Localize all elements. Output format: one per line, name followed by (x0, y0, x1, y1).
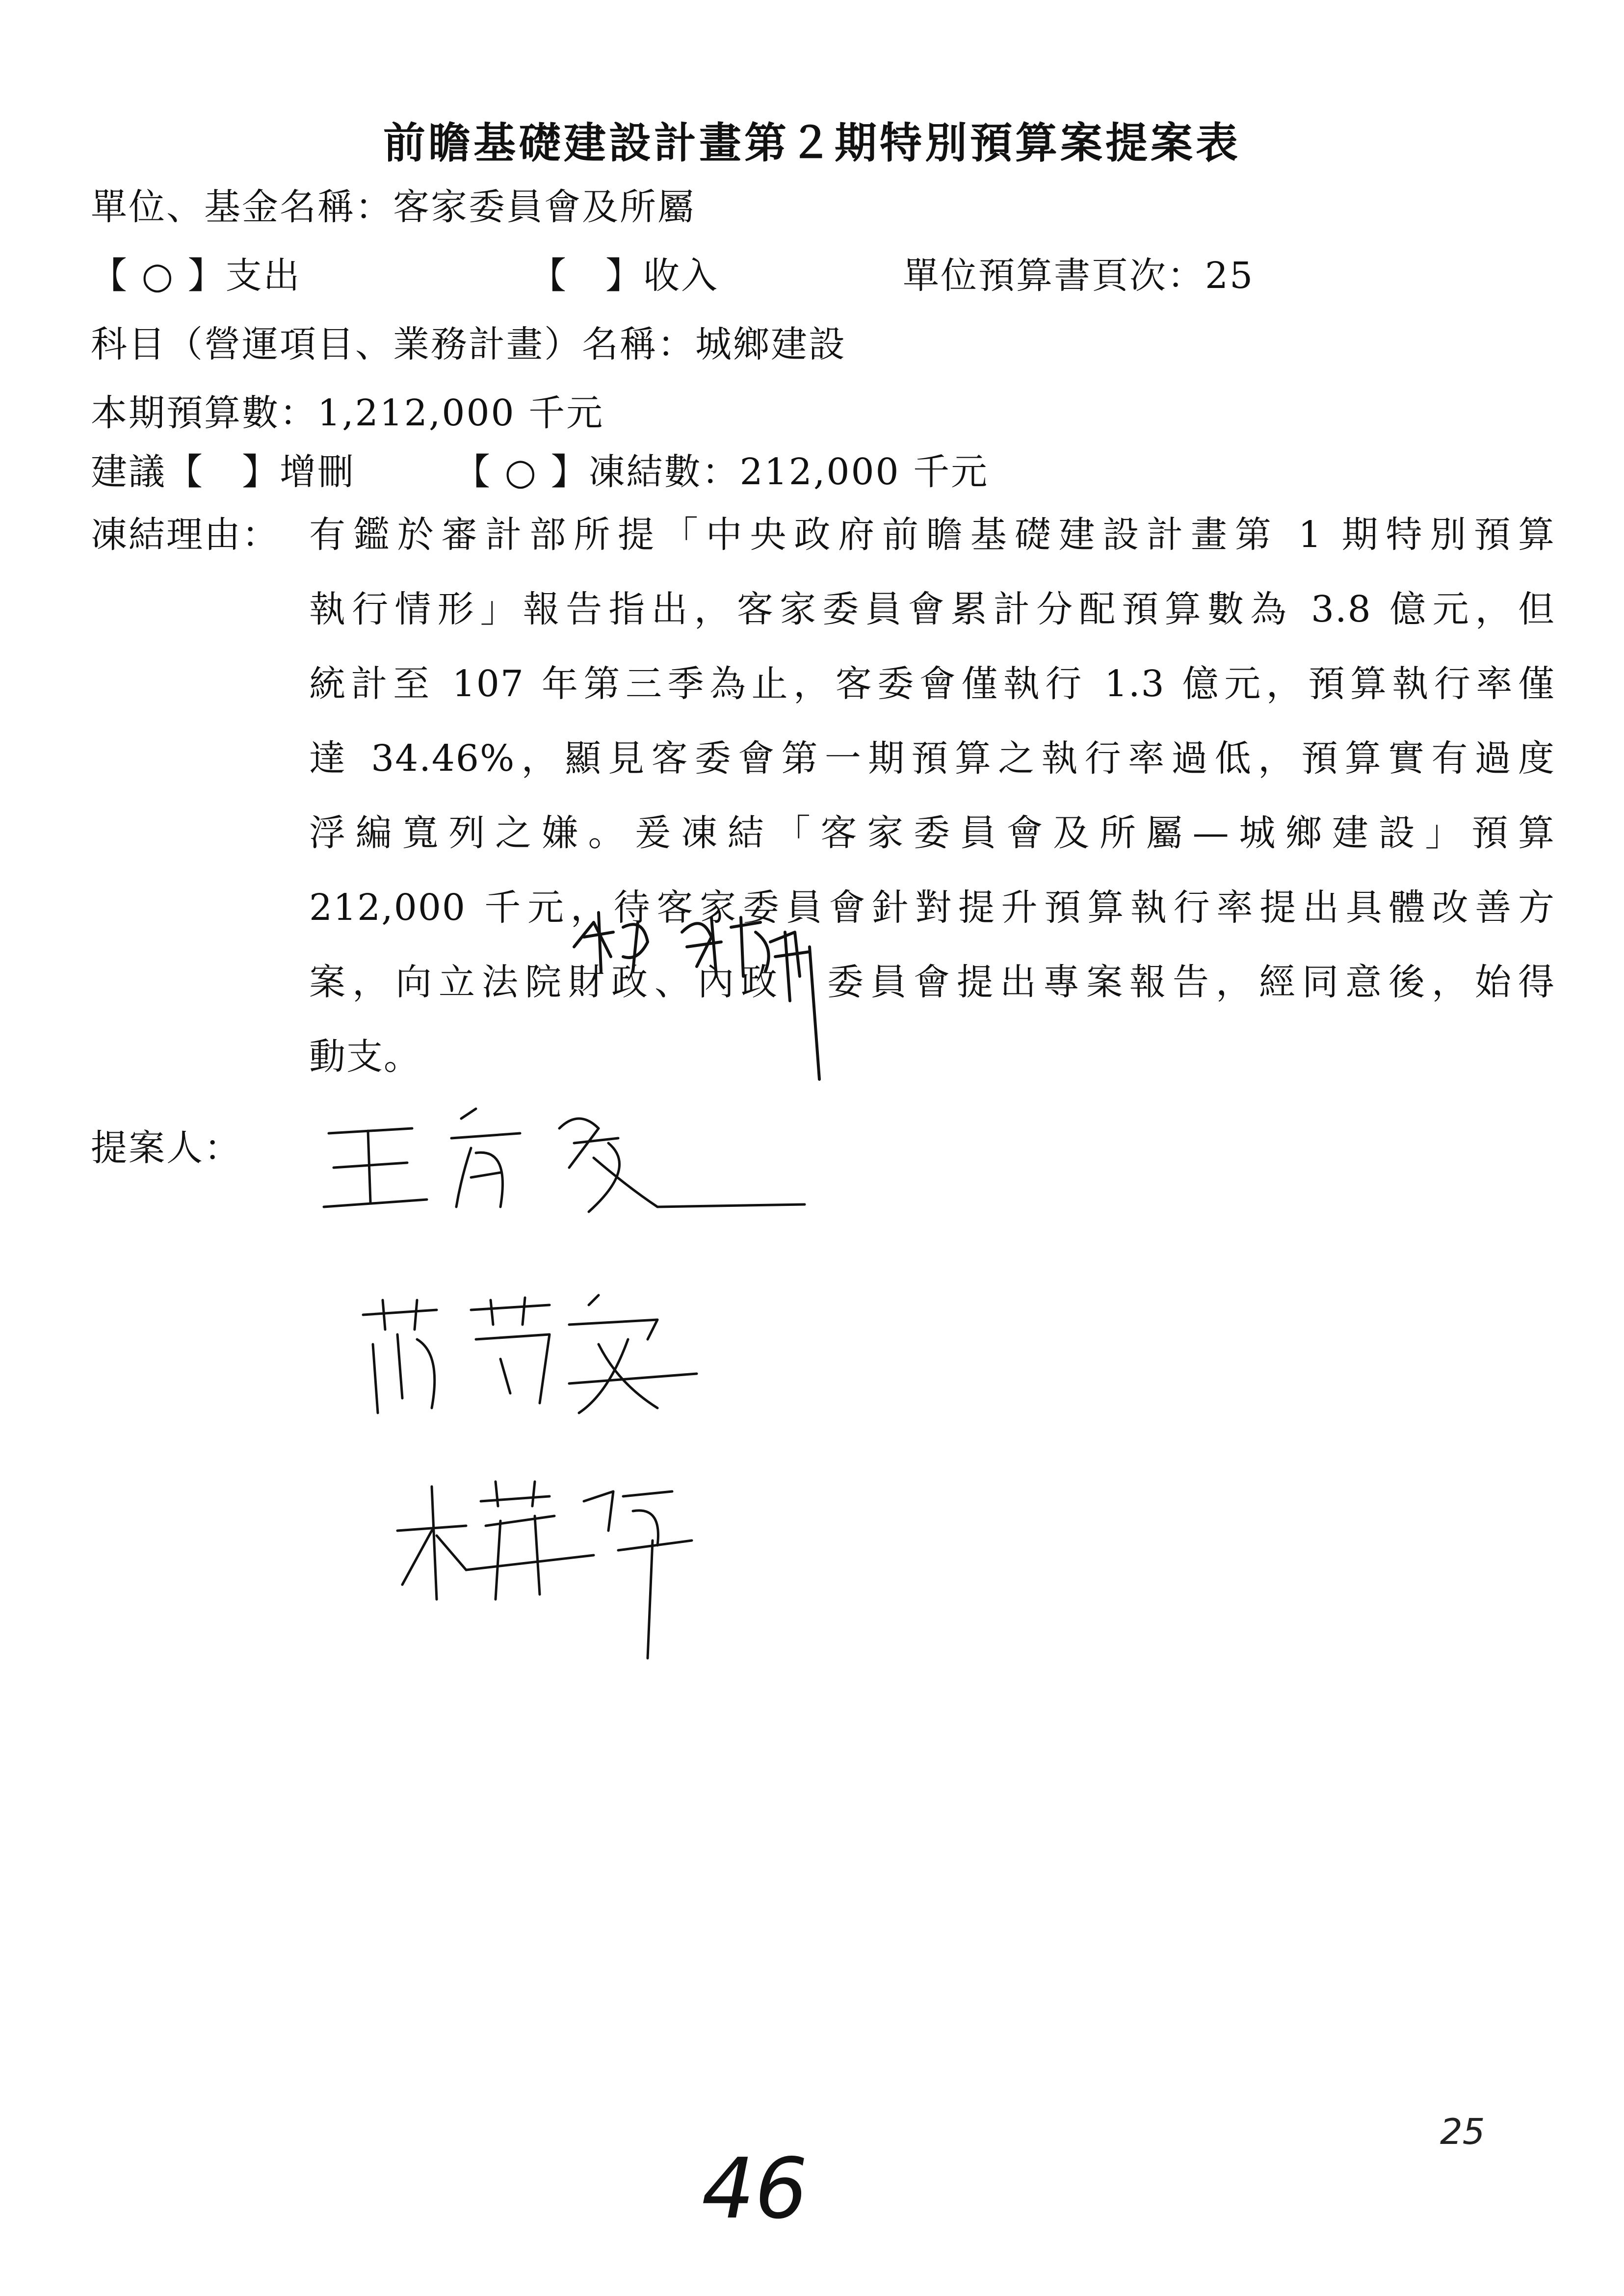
suggest-row (91, 447, 1514, 496)
reason-line: 212,000 千元，待客家委員會針對提升預算執行率提出具體改善方 (309, 887, 1555, 929)
reason-line: 統計至 107 年第三季為止，客委會僅執行 1.3 億元，預算執行率僅 (309, 663, 1555, 705)
reason-body (309, 510, 1555, 1107)
handwritten-insert-scribble (564, 903, 839, 1089)
signature-3 (388, 1472, 711, 1668)
budget-line: 本期預算數：1,212,000 千元 (91, 392, 604, 434)
page-reference: 單位預算書頁次：25 (903, 255, 1255, 297)
reason-line: 執行情形」報告指出，客家委員會累計分配預算數為 3.8 億元，但 (309, 588, 1555, 630)
reason-line: 達 34.46%，顯見客委會第一期預算之執行率過低，預算實有過度 (309, 737, 1555, 780)
signature-1 (314, 1099, 824, 1226)
suggest-adjust-option: 建議【 】增刪 (91, 451, 355, 493)
reason-line: 有鑑於審計部所提「中央政府前瞻基礎建設計畫第 1 期特別預算 (309, 514, 1555, 556)
corner-note: 25 (1440, 2111, 1485, 2152)
income-option: 【 】收入 (530, 255, 719, 297)
corner-note-handwritten (1438, 2105, 1506, 2159)
page-number: 46 (702, 2140, 808, 2237)
expense-option: 【 ○ 】支出 (91, 255, 301, 297)
reason-line: 動支。 (309, 1036, 421, 1078)
suggest-freeze-option: 【 ○ 】凍結數：212,000 千元 (454, 451, 989, 493)
proposer-label: 提案人： (91, 1127, 242, 1169)
reason-line: 浮編寬列之嫌。爰凍結「客家委員會及所屬—城鄉建設」預算 (309, 812, 1555, 854)
reason-label: 凍結理由： (91, 514, 280, 556)
page-number-handwritten (697, 2139, 824, 2237)
unit-line: 單位、基金名稱：客家委員會及所屬 (91, 186, 695, 228)
reason-line: 案，向立法院財政、內政 委員會提出專案報告，經同意後，始得 (309, 961, 1555, 1003)
signature-2 (353, 1285, 707, 1433)
subject-line: 科目（營運項目、業務計畫）名稱：城鄉建設 (91, 323, 846, 365)
document-title: 前瞻基礎建設計畫第２期特別預算案提案表 (383, 118, 1241, 168)
type-row (91, 251, 1514, 300)
